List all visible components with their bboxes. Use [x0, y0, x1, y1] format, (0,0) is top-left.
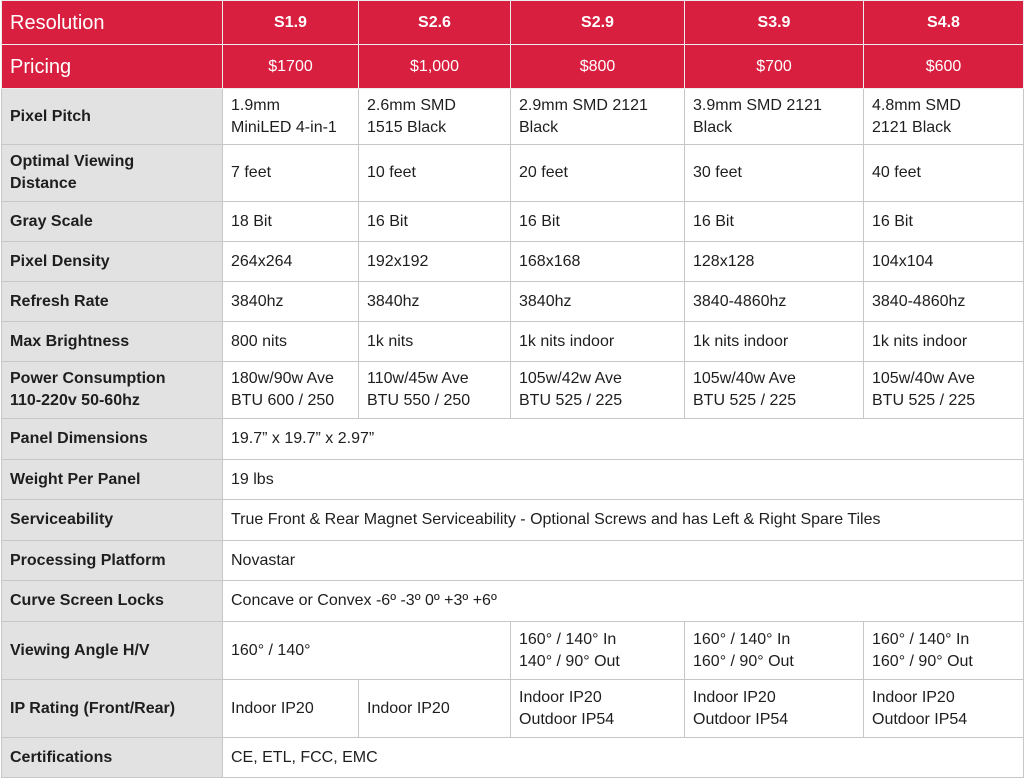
price-s3-9: $700: [685, 45, 864, 89]
table-cell: 1k nits: [359, 322, 511, 362]
pricing-label: Pricing: [2, 45, 223, 89]
curve-locks-row: [2, 581, 1024, 622]
table-cell: 160° / 140°: [223, 622, 511, 680]
pixel-density-row: [2, 242, 1024, 282]
table-cell: 16 Bit: [359, 202, 511, 242]
table-cell: 264x264: [223, 242, 359, 282]
table-cell: 20 feet: [511, 145, 685, 202]
table-cell: 160° / 140° In 160° / 90° Out: [685, 622, 864, 680]
table-cell: 30 feet: [685, 145, 864, 202]
table-cell: Novastar: [223, 541, 1024, 581]
viewing-distance-row: [2, 145, 1024, 202]
table-cell: 16 Bit: [511, 202, 685, 242]
pixel-pitch-row: [2, 89, 1024, 145]
row-label: Viewing Angle H/V: [2, 622, 223, 680]
resolution-row: [2, 1, 1024, 45]
row-label: Curve Screen Locks: [2, 581, 223, 622]
row-label: Optimal Viewing Distance: [2, 145, 223, 202]
pricing-row: [2, 45, 1024, 89]
table-cell: 3840-4860hz: [864, 282, 1024, 322]
table-cell: 1k nits indoor: [511, 322, 685, 362]
price-s2-6: $1,000: [359, 45, 511, 89]
row-label: Processing Platform: [2, 541, 223, 581]
table-cell: 105w/42w Ave BTU 525 / 225: [511, 362, 685, 419]
row-label: Pixel Pitch: [2, 89, 223, 145]
model-s2-6: S2.6: [359, 1, 511, 45]
table-cell: Concave or Convex -6º -3º 0º +3º +6º: [223, 581, 1024, 622]
model-s1-9: S1.9: [223, 1, 359, 45]
table-cell: 2.6mm SMD 1515 Black: [359, 89, 511, 145]
table-cell: 18 Bit: [223, 202, 359, 242]
row-label: Gray Scale: [2, 202, 223, 242]
table-cell: 3.9mm SMD 2121 Black: [685, 89, 864, 145]
table-cell: CE, ETL, FCC, EMC: [223, 738, 1024, 778]
table-cell: 180w/90w Ave BTU 600 / 250: [223, 362, 359, 419]
price-s1-9: $1700: [223, 45, 359, 89]
row-label: IP Rating (Front/Rear): [2, 680, 223, 738]
row-label: Max Brightness: [2, 322, 223, 362]
table-cell: 16 Bit: [685, 202, 864, 242]
table-cell: 1.9mm MiniLED 4-in-1: [223, 89, 359, 145]
table-cell: Indoor IP20: [359, 680, 511, 738]
table-cell: 2.9mm SMD 2121 Black: [511, 89, 685, 145]
weight-row: [2, 460, 1024, 500]
max-brightness-row: [2, 322, 1024, 362]
row-label: Weight Per Panel: [2, 460, 223, 500]
table-cell: 1k nits indoor: [685, 322, 864, 362]
table-cell: 192x192: [359, 242, 511, 282]
gray-scale-row: [2, 202, 1024, 242]
ip-rating-row: [2, 680, 1024, 738]
table-cell: 800 nits: [223, 322, 359, 362]
serviceability-row: [2, 500, 1024, 541]
certifications-row: [2, 738, 1024, 778]
table-cell: Indoor IP20 Outdoor IP54: [864, 680, 1024, 738]
row-label: Refresh Rate: [2, 282, 223, 322]
specs-table: [1, 0, 1024, 778]
price-s2-9: $800: [511, 45, 685, 89]
table-cell: 105w/40w Ave BTU 525 / 225: [864, 362, 1024, 419]
table-cell: 104x104: [864, 242, 1024, 282]
power-consumption-row: [2, 362, 1024, 419]
row-label: Pixel Density: [2, 242, 223, 282]
viewing-angle-row: [2, 622, 1024, 680]
table-cell: 3840hz: [359, 282, 511, 322]
table-cell: 10 feet: [359, 145, 511, 202]
table-cell: 16 Bit: [864, 202, 1024, 242]
table-cell: 128x128: [685, 242, 864, 282]
table-cell: 105w/40w Ave BTU 525 / 225: [685, 362, 864, 419]
table-cell: True Front & Rear Magnet Serviceability - Optional Screws and has Left & Right Spare Tiles: [223, 500, 1024, 541]
table-cell: 168x168: [511, 242, 685, 282]
row-label: Serviceability: [2, 500, 223, 541]
table-cell: Indoor IP20: [223, 680, 359, 738]
table-cell: Indoor IP20 Outdoor IP54: [685, 680, 864, 738]
table-cell: 40 feet: [864, 145, 1024, 202]
row-label: Certifications: [2, 738, 223, 778]
price-s4-8: $600: [864, 45, 1024, 89]
row-label: Panel Dimensions: [2, 419, 223, 460]
table-cell: 7 feet: [223, 145, 359, 202]
model-s3-9: S3.9: [685, 1, 864, 45]
table-cell: 160° / 140° In 160° / 90° Out: [864, 622, 1024, 680]
table-cell: 19.7” x 19.7” x 2.97”: [223, 419, 1024, 460]
table-cell: Indoor IP20 Outdoor IP54: [511, 680, 685, 738]
model-s2-9: S2.9: [511, 1, 685, 45]
table-cell: 4.8mm SMD 2121 Black: [864, 89, 1024, 145]
panel-dimensions-row: [2, 419, 1024, 460]
table-cell: 3840hz: [223, 282, 359, 322]
resolution-label: Resolution: [2, 1, 223, 45]
refresh-rate-row: [2, 282, 1024, 322]
table-cell: 1k nits indoor: [864, 322, 1024, 362]
table-cell: 19 lbs: [223, 460, 1024, 500]
processing-platform-row: [2, 541, 1024, 581]
table-cell: 110w/45w Ave BTU 550 / 250: [359, 362, 511, 419]
table-cell: 3840hz: [511, 282, 685, 322]
model-s4-8: S4.8: [864, 1, 1024, 45]
table-cell: 160° / 140° In 140° / 90° Out: [511, 622, 685, 680]
row-label: Power Consumption 110-220v 50-60hz: [2, 362, 223, 419]
table-cell: 3840-4860hz: [685, 282, 864, 322]
